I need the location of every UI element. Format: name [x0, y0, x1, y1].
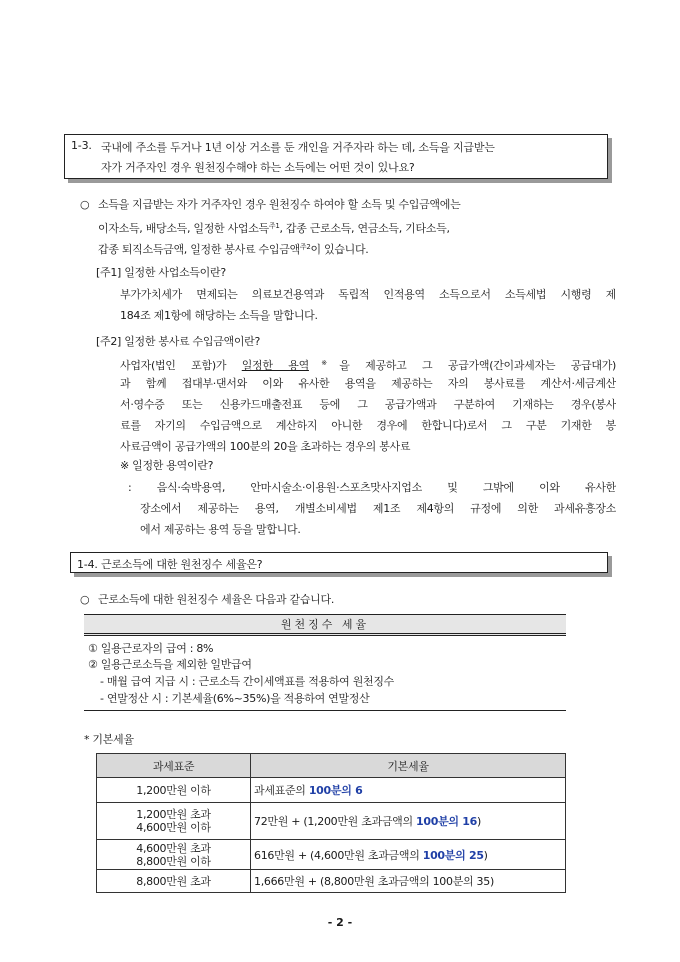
note2-line4: 료를 자기의 수입금액으로 계산하지 아니한 경우에 한합니다)로서 그 구분 기재한 봉 — [120, 419, 616, 432]
underlined-term: 일정한 용역 — [241, 359, 309, 372]
reference-mark: ※ — [308, 359, 340, 367]
answer-line1: 소득을 지급받는 자가 거주자인 경우 원천징수 하여야 할 소득 및 수입금액에는 — [98, 198, 461, 211]
footnote-ref-1: 주1 — [268, 222, 280, 230]
bracket-line1: 1,200만원 이하 — [136, 783, 211, 797]
table-row — [97, 803, 566, 840]
note2-line2: 과 함께 접대부·댄서와 이와 유사한 용역을 제공하는 자의 봉사료를 계산서·세금계산 — [120, 377, 616, 390]
basic-rate-table — [96, 753, 566, 893]
rate-emphasis: 100분의 6 — [308, 784, 363, 797]
rate-text: 1,666만원 + (8,800만원 초과금액의 100분의 35) — [254, 875, 494, 888]
rate-emphasis: 100분의 25 — [422, 848, 484, 862]
question-box-1-4 — [70, 552, 608, 573]
answer-line3 — [98, 240, 369, 257]
basic-rate-title: * 기본세율 — [84, 733, 134, 746]
note1-title: [주1] 일정한 사업소득이란? — [96, 266, 226, 279]
rate-text-end: ) — [483, 848, 488, 862]
rate-cell — [251, 840, 566, 870]
bracket-line1: 8,800만원 초과 — [136, 874, 211, 888]
question-number: 1-3. — [71, 139, 92, 152]
note2-sub-title: ※ 일정한 용역이란? — [120, 459, 214, 472]
note1-line2: 184조 제1항에 해당하는 소득을 말합니다. — [120, 309, 318, 322]
answer-bullet: ○ — [80, 593, 90, 606]
page-number: - 2 - — [327, 916, 353, 929]
rate-cell — [251, 803, 566, 840]
bracket-line2: 8,800만원 이하 — [136, 854, 211, 868]
note1-line1: 부가가치세가 면제되는 의료보건용역과 독립적 인적용역 소득으로서 소득세법 시행령 제 — [120, 288, 616, 301]
question-text: 1-4. 근로소득에 대한 원천징수 세율은? — [77, 558, 263, 571]
header-tax-base: 과세표준 — [97, 754, 251, 778]
rate-box-bottom-rule — [84, 710, 566, 711]
bracket-cell — [97, 778, 251, 803]
note2-line1-a: 사업자(법인 포함)가 — [120, 359, 242, 372]
rate-emphasis: 100분의 16 — [416, 815, 477, 828]
withholding-rate-header: 원천징수 세율 — [84, 614, 566, 636]
answer-line2-a: 이자소득, 배당소득, 일정한 사업소득 — [98, 222, 269, 235]
bracket-cell — [97, 870, 251, 893]
answer-line3-b: 이 있습니다. — [310, 243, 369, 256]
question-text-line1: 국내에 주소를 두거나 1년 이상 거소를 둔 개인을 거주자라 하는 데, 소득을 지급받는 — [101, 141, 495, 154]
rate-item-2b: - 연말정산 시 : 기본세율(6%~35%)을 적용하여 연말정산 — [100, 692, 370, 705]
bracket-cell — [97, 840, 251, 870]
rate-text: 616만원 + (4,600만원 초과금액의 — [254, 848, 423, 862]
rate-text-end: ) — [476, 815, 481, 828]
header-basic-rate: 기본세율 — [251, 754, 566, 778]
rate-cell — [251, 778, 566, 803]
note2-line1-b: 을 제공하고 그 공급가액(간이과세자는 공급대가) — [339, 359, 616, 372]
note2-line3: 서·영수증 또는 신용카드매출전표 등에 그 공급가액과 구분하여 기재하는 경우(봉사 — [120, 398, 616, 411]
footnote-ref-2: 주2 — [299, 243, 311, 251]
note2-sub-line2: 장소에서 제공하는 용역, 개별소비세법 제1조 제4항의 규정에 의한 과세유흥장소 — [140, 502, 616, 515]
answer-line2 — [98, 219, 450, 236]
note2-line5: 사료금액이 공급가액의 100분의 20을 초과하는 경우의 봉사료 — [120, 440, 411, 453]
question-text-line2: 자가 거주자인 경우 원천징수해야 하는 소득에는 어떤 것이 있나요? — [101, 161, 415, 174]
rate-text: 과세표준의 — [254, 784, 309, 797]
table-row — [97, 870, 566, 893]
bracket-cell — [97, 803, 251, 840]
answer-line: 근로소득에 대한 원천징수 세율은 다음과 같습니다. — [98, 593, 335, 606]
answer-line2-b: , 갑종 근로소득, 연금소득, 기타소득, — [279, 222, 450, 235]
rate-item-2: ② 일용근로소득을 제외한 일반급여 — [88, 658, 252, 671]
note2-line1 — [120, 356, 616, 373]
bracket-line2: 4,600만원 이하 — [136, 821, 211, 834]
rate-item-2a: - 매월 급여 지급 시 : 근로소득 간이세액표를 적용하여 원천징수 — [100, 675, 394, 688]
question-box-1-3 — [64, 134, 608, 179]
answer-bullet: ○ — [80, 198, 90, 211]
table-header-row — [97, 754, 566, 778]
answer-line3-a: 갑종 퇴직소득금액, 일정한 봉사료 수입금액 — [98, 243, 300, 256]
note2-title: [주2] 일정한 봉사료 수입금액이란? — [96, 335, 261, 348]
bracket-line1: 4,600만원 초과 — [136, 841, 211, 855]
table-row — [97, 840, 566, 870]
bracket-line1: 1,200만원 초과 — [136, 808, 211, 821]
rate-item-1: ① 일용근로자의 급여 : 8% — [88, 642, 214, 655]
note2-sub-line1: : 음식·숙박용역, 안마시술소·이용원·스포츠맛사지업소 및 그밖에 이와 유사한 — [128, 481, 616, 494]
rate-cell — [251, 870, 566, 893]
note2-sub-line3: 에서 제공하는 용역 등을 말합니다. — [140, 523, 301, 536]
table-row — [97, 778, 566, 803]
rate-text: 72만원 + (1,200만원 초과금액의 — [254, 815, 417, 828]
